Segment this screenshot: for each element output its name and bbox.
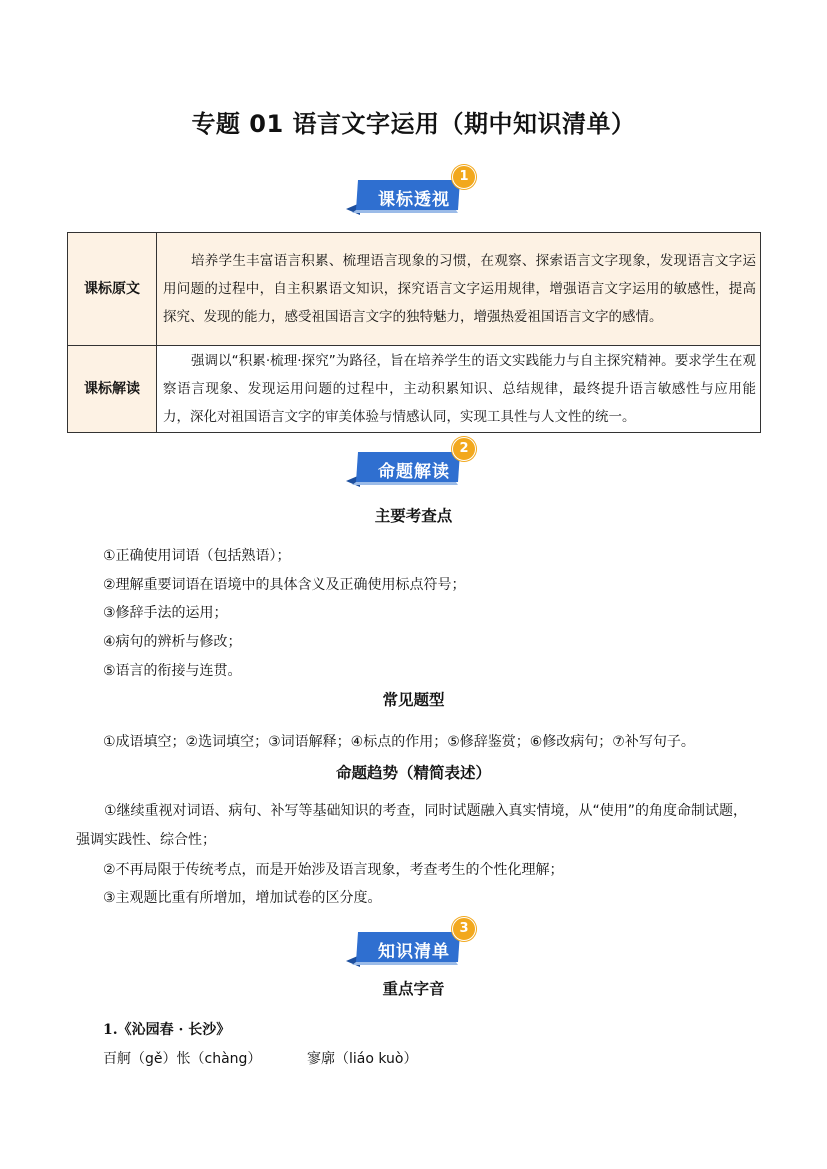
list-item: ②理解重要词语在语境中的具体含义及正确使用标点符号； <box>103 577 466 593</box>
heading-trends: 命题趋势（精简表述） <box>335 764 491 782</box>
page-title: 专题 01 语言文字运用（期中知识清单） <box>191 110 636 138</box>
section-number-badge: 1 <box>452 165 476 189</box>
list-item: ①正确使用词语（包括熟语）； <box>103 548 291 564</box>
trends-paragraph-2: ②不再局限于传统考点，而是开始涉及语言现象，考查考生的个性化理解； <box>103 862 564 878</box>
heading-main-points: 主要考查点 <box>374 507 453 525</box>
section-label: 课标透视 <box>378 190 450 210</box>
list-item: ⑤语言的衔接与连贯。 <box>103 663 242 679</box>
table-row-head: 课标原文 <box>68 233 157 346</box>
table-cell-text: 强调以“积累·梳理·探究”为路径，旨在培养学生的语文实践能力与自主探究精神。要求学生在观察语言现象、发现运用问题的过程中，主动积累知识、总结规律，最终提升语言敏感性与应用能力，深化对祖国语言文字的审美体验与情感认同，实现工具性与人文性的统一。 <box>163 353 756 425</box>
table-cell-text: 培养学生丰富语言积累、梳理语言现象的习惯，在观察、探索语言文字现象，发现语言文字运用问题的过程中，自主积累语文知识，探究语言文字运用规律，增强语言文字运用的敏感性，提高探究、发现的能力，感受祖国语言文字的独特魅力，增强热爱祖国语言文字的感情。 <box>163 253 756 325</box>
question-types-text: ①成语填空；②选词填空；③词语解释；④标点的作用；⑤修辞鉴赏；⑥修改病句；⑦补写句子。 <box>103 734 695 750</box>
word-entry: 寥廓（liáo kuò） <box>307 1051 418 1067</box>
section-banner-1 <box>346 169 476 217</box>
curriculum-table <box>67 232 761 433</box>
section-label: 命题解读 <box>378 462 450 482</box>
section-number-badge: 3 <box>452 917 476 941</box>
trends-paragraph-3: ③主观题比重有所增加，增加试卷的区分度。 <box>103 890 382 906</box>
table-row <box>68 346 761 433</box>
section-number-badge: 2 <box>452 437 476 461</box>
section-banner-3 <box>346 921 476 969</box>
word-pronunciation-line <box>103 1048 418 1068</box>
section-banner-2 <box>346 441 476 489</box>
heading-question-types: 常见题型 <box>382 691 445 709</box>
table-row-head: 课标解读 <box>68 346 157 433</box>
item-title: 1.《沁园春 · 长沙》 <box>103 1022 231 1038</box>
trends-paragraph-1: ①继续重视对词语、病句、补写等基础知识的考查，同时试题融入真实情境，从“使用”的角度命制试题，强调实践性、综合性； <box>76 803 748 848</box>
heading-key-pronunciation: 重点字音 <box>382 980 445 998</box>
table-cell <box>157 346 761 433</box>
list-item: ④病句的辨析与修改； <box>103 634 242 650</box>
table-cell <box>157 233 761 346</box>
word-entry: 百舸（gě）怅（chàng） <box>103 1051 262 1067</box>
section-label: 知识清单 <box>378 942 450 962</box>
list-item: ③修辞手法的运用； <box>103 605 228 621</box>
table-row <box>68 233 761 346</box>
